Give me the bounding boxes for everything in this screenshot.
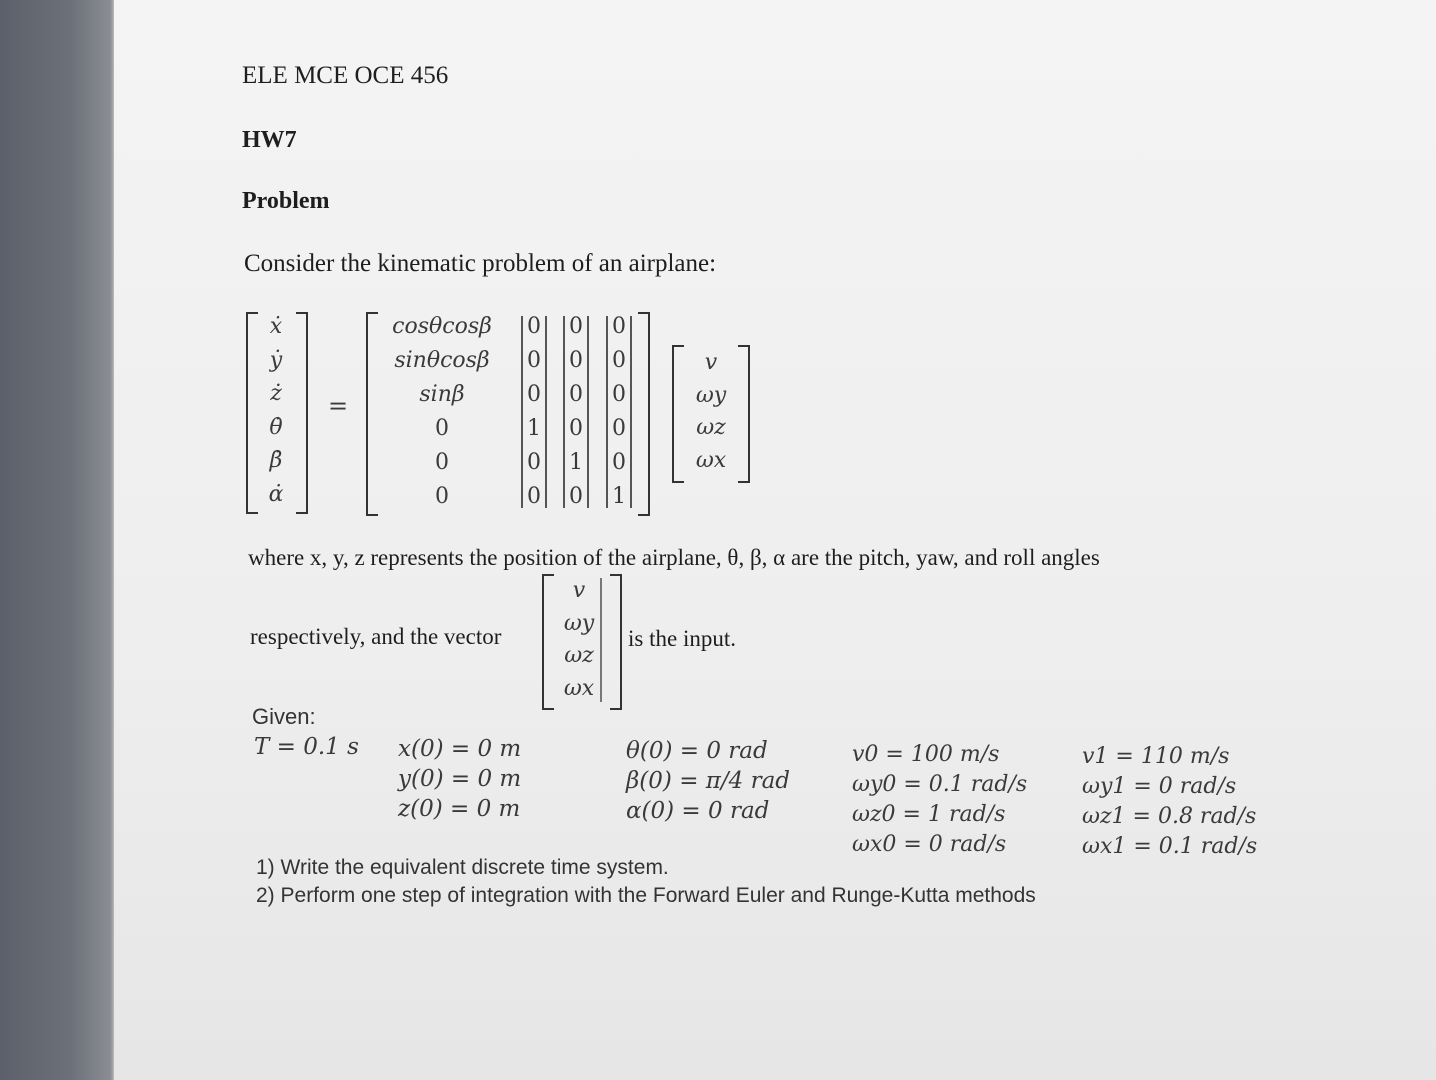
m-c4-0: 0 (612, 314, 626, 339)
m-c2-3: 1 (527, 416, 541, 441)
given-T: T = 0.1 s (254, 734, 359, 760)
given-angle-col (626, 736, 790, 826)
lhs-3: θ̇ (269, 414, 283, 440)
m-c3-0: 0 (569, 314, 583, 339)
given-wx0: ωx0 = 0 rad/s (852, 832, 1007, 857)
lhs-4: β̇ (269, 448, 283, 474)
given-wy1: ωy1 = 0 rad/s (1082, 774, 1237, 799)
m-c2-0: 0 (527, 314, 541, 339)
task-1: 1) Write the equivalent discrete time system. (256, 856, 669, 879)
m-c2-2: 0 (527, 382, 541, 407)
m-c4-2: 0 (612, 382, 626, 407)
document-page (114, 0, 1436, 1080)
task-2: 2) Perform one step of integration with the Forward Euler and Runge-Kutta methods (256, 884, 1036, 907)
given-position-col (398, 734, 521, 824)
where-text: where x, y, z represents the position of the airplane, θ, β, α are the pitch, yaw, and roll angles (248, 545, 1100, 570)
lhs-5: α̇ (268, 481, 284, 507)
u-1: ωy (695, 382, 727, 408)
course-code: ELE MCE OCE 456 (242, 62, 449, 89)
m-c3-3: 0 (569, 416, 583, 441)
given-input0-col (852, 740, 1027, 860)
equals-sign: = (328, 392, 349, 420)
v2-3: ωx (563, 675, 595, 701)
given-theta0: θ(0) = 0 rad (626, 738, 768, 764)
given-beta0: β(0) = π/4 rad (626, 768, 791, 794)
v2-2: ωz (564, 643, 594, 669)
given-v0: v0 = 100 m/s (852, 742, 1000, 767)
m-c1-5: 0 (435, 484, 449, 509)
section-title: Problem (242, 188, 330, 214)
lhs-2: ż (270, 381, 282, 407)
given-wy0: ωy0 = 0.1 rad/s (852, 772, 1028, 797)
given-y0: y(0) = 0 m (398, 766, 522, 792)
m-c1-0: cosθcosβ (392, 314, 492, 339)
given-x0: x(0) = 0 m (398, 736, 522, 762)
m-c1-1: sinθcosβ (394, 348, 490, 373)
m-c1-4: 0 (435, 450, 449, 475)
m-c2-4: 0 (527, 450, 541, 475)
u-2: ωz (696, 415, 726, 441)
m-c4-5: 1 (612, 484, 626, 509)
m-c2-5: 0 (527, 484, 541, 509)
given-z0: z(0) = 0 m (398, 796, 521, 822)
lhs-0: ẋ (269, 314, 283, 339)
u-0: v (704, 350, 718, 375)
v2-1: ωy (563, 610, 595, 636)
given-v1: v1 = 110 m/s (1082, 744, 1230, 769)
m-c3-1: 0 (569, 348, 583, 373)
m-c4-3: 0 (612, 416, 626, 441)
m-c1-3: 0 (435, 416, 449, 441)
is-input-text: is the input. (628, 626, 736, 651)
given-wx1: ωx1 = 0.1 rad/s (1082, 834, 1258, 859)
m-c3-4: 1 (569, 450, 583, 475)
m-c4-4: 0 (612, 450, 626, 475)
m-c3-2: 0 (569, 382, 583, 407)
u-3: ωx (695, 447, 727, 473)
v2-0: v (572, 578, 586, 603)
m-c3-5: 0 (569, 484, 583, 509)
given-label: Given: (252, 704, 316, 729)
respectively-text: respectively, and the vector (250, 624, 502, 649)
given-input1-col (1082, 742, 1257, 862)
intro-text: Consider the kinematic problem of an airplane: (244, 250, 717, 277)
lhs-1: ẏ (269, 347, 283, 373)
m-c1-2: sinβ (419, 382, 465, 407)
given-wz1: ωz1 = 0.8 rad/s (1082, 804, 1257, 829)
m-c2-1: 0 (527, 348, 541, 373)
m-c4-1: 0 (612, 348, 626, 373)
given-alpha0: α(0) = 0 rad (626, 798, 770, 824)
hw-title: HW7 (242, 127, 297, 153)
given-wz0: ωz0 = 1 rad/s (852, 802, 1006, 827)
